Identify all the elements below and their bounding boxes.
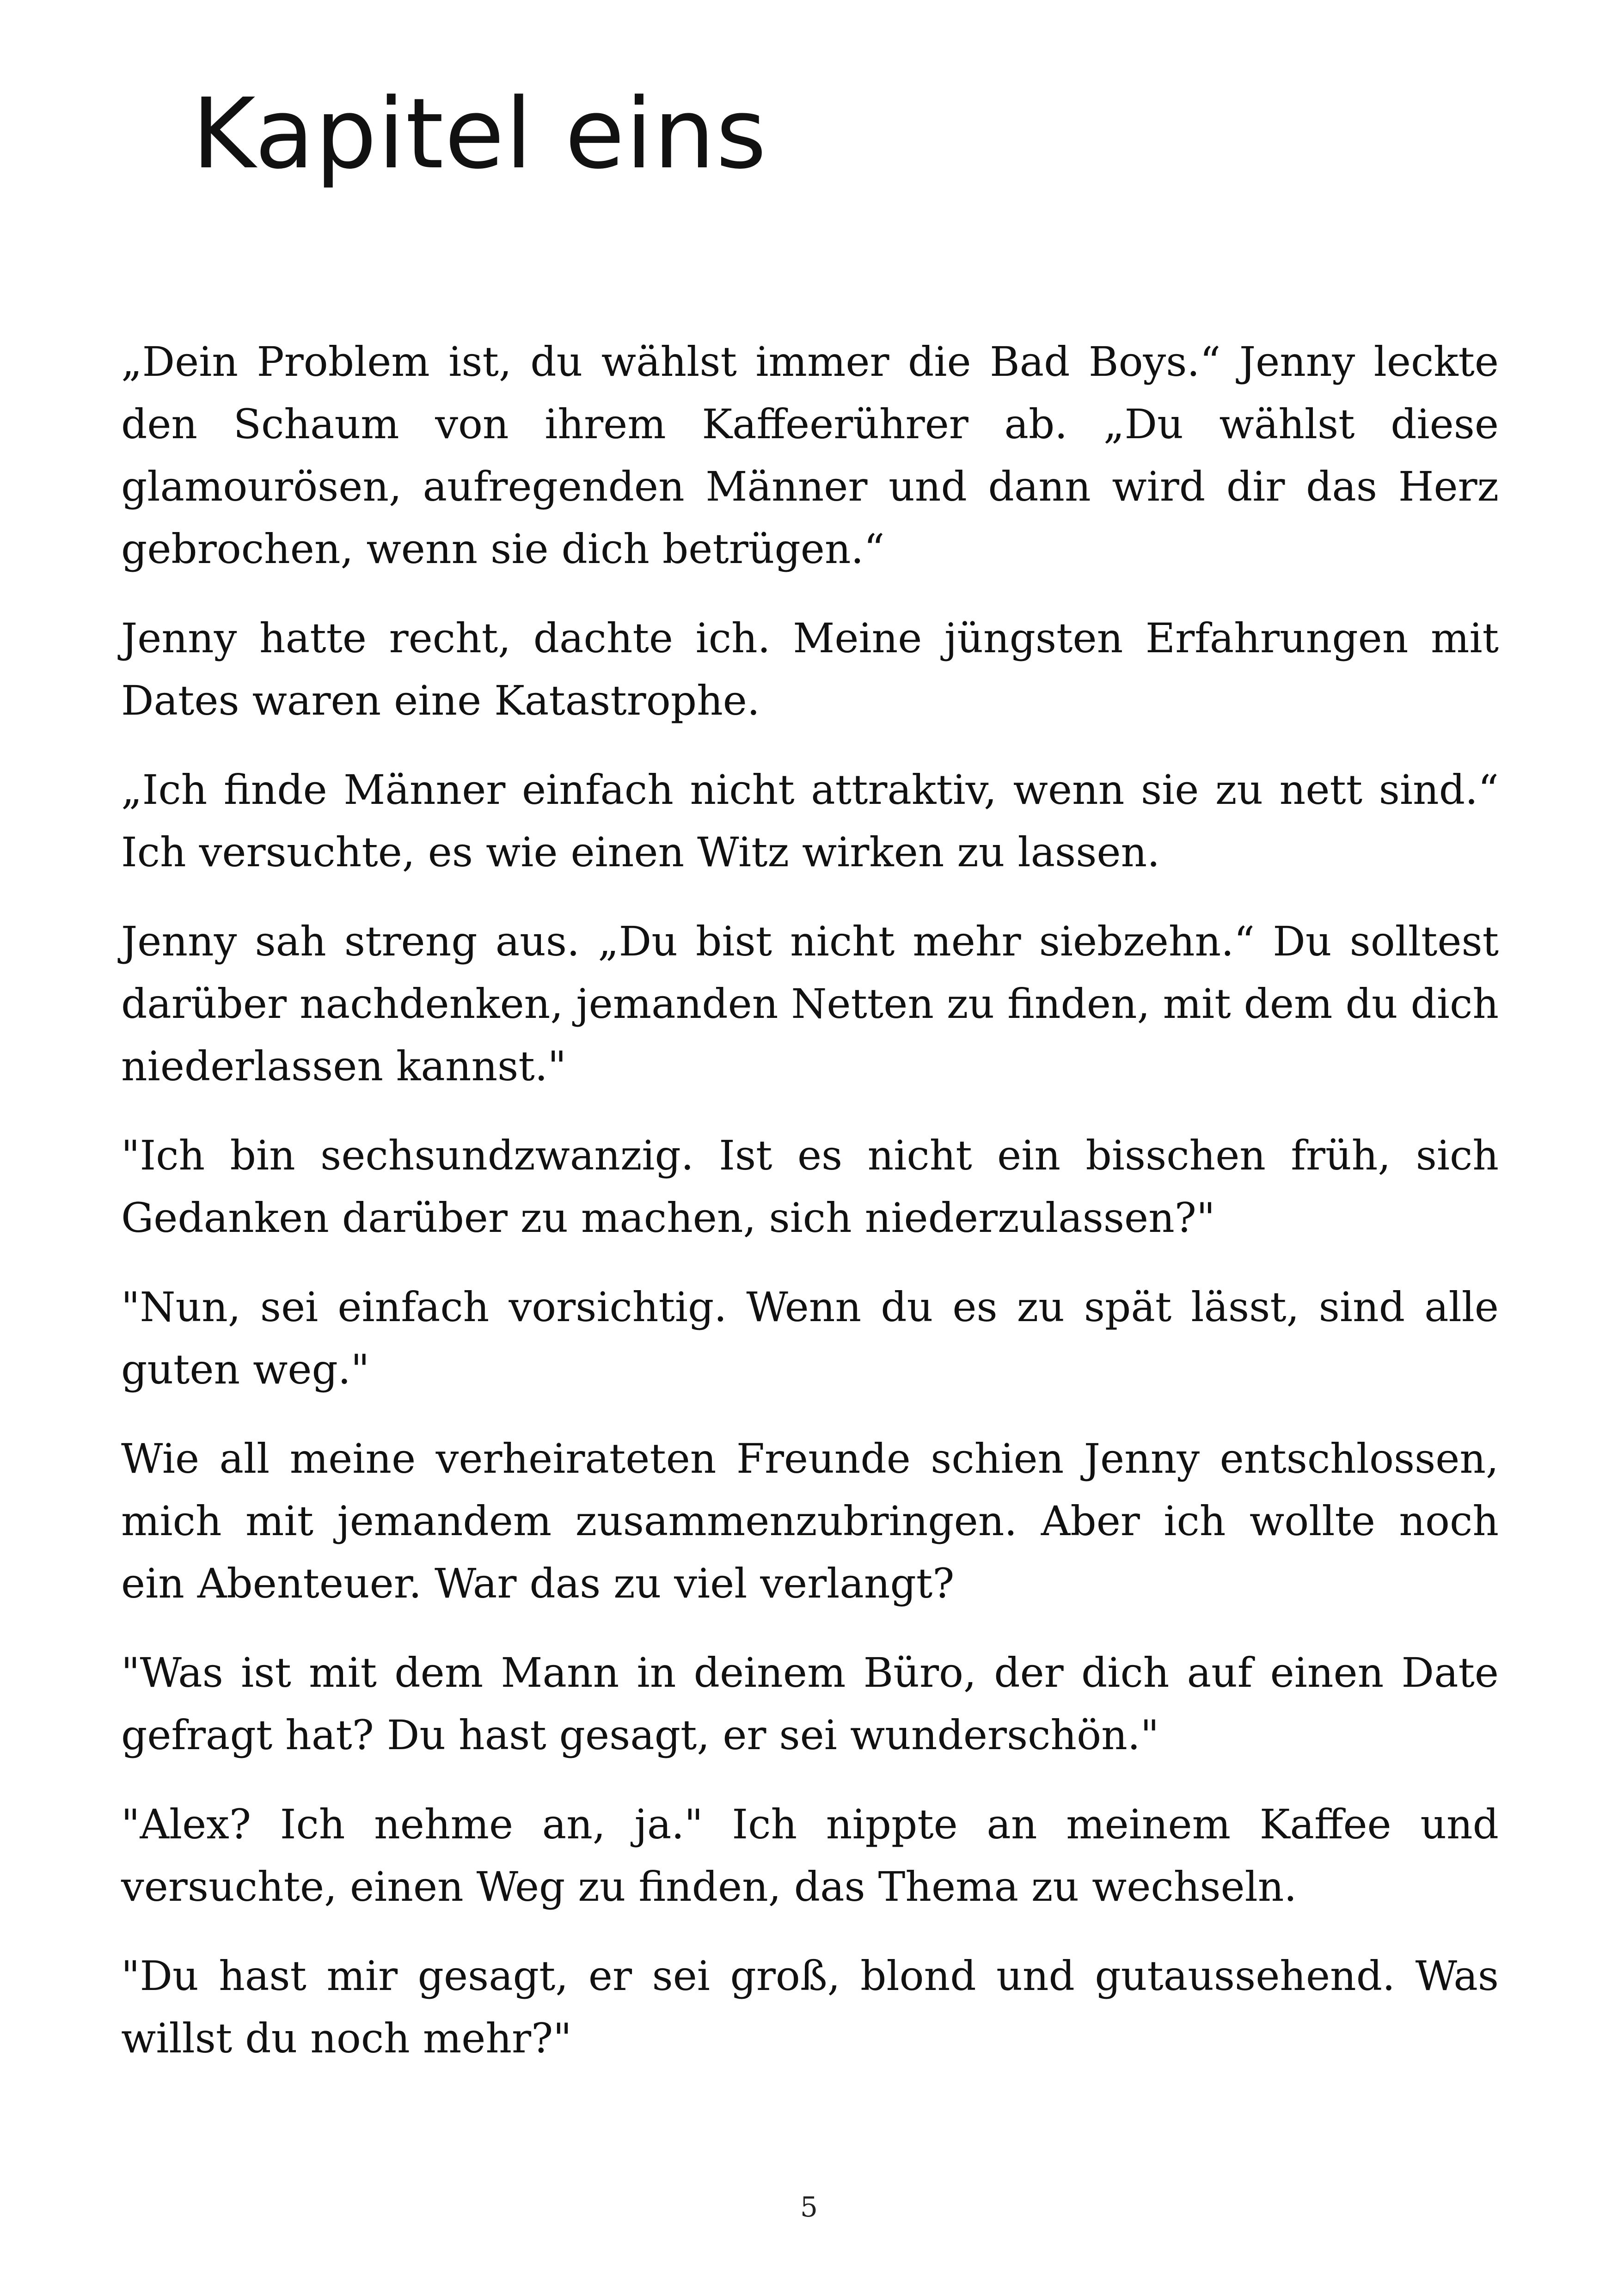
paragraph: „Dein Problem ist, du wählst immer die Bad Boys.“ Jenny leckte den Schaum von ihrem Kaffeerührer ab. „Du wählst diese glamourösen, aufregenden Männer und dann wird dir das Herz gebrochen, wenn sie dich betrügen.“ xyxy=(121,338,1499,573)
paragraph: "Nun, sei einfach vorsichtig. Wenn du es zu spät lässt, sind alle guten weg." xyxy=(121,1283,1499,1393)
body-text xyxy=(121,331,1499,2096)
paragraph: Jenny hatte recht, dachte ich. Meine jüngsten Erfahrungen mit Dates waren eine Katastrophe. xyxy=(121,614,1499,724)
paragraph: "Ich bin sechsundzwanzig. Ist es nicht ein bisschen früh, sich Gedanken darüber zu machen, sich niederzulassen?" xyxy=(121,1132,1499,1242)
chapter-title: Kapitel eins xyxy=(192,77,768,190)
paragraph: "Alex? Ich nehme an, ja." Ich nippte an meinem Kaffee und versuchte, einen Weg zu finden, das Thema zu wechseln. xyxy=(121,1800,1499,1910)
paragraph: "Was ist mit dem Mann in deinem Büro, der dich auf einen Date gefragt hat? Du hast gesagt, er sei wunderschön." xyxy=(121,1649,1499,1759)
paragraph: „Ich finde Männer einfach nicht attraktiv, wenn sie zu nett sind.“ Ich versuchte, es wie einen Witz wirken zu lassen. xyxy=(121,766,1499,876)
paragraph: "Du hast mir gesagt, er sei groß, blond und gutaussehend. Was willst du noch mehr?" xyxy=(121,1952,1499,2062)
page-number: 5 xyxy=(800,2191,818,2223)
paragraph: Jenny sah streng aus. „Du bist nicht mehr siebzehn.“ Du solltest darüber nachdenken, jemanden Netten zu finden, mit dem du dich niederlassen kannst." xyxy=(121,918,1499,1090)
paragraph: Wie all meine verheirateten Freunde schien Jenny entschlossen, mich mit jemandem zusammenzubringen. Aber ich wollte noch ein Abenteuer. War das zu viel verlangt? xyxy=(121,1435,1499,1607)
